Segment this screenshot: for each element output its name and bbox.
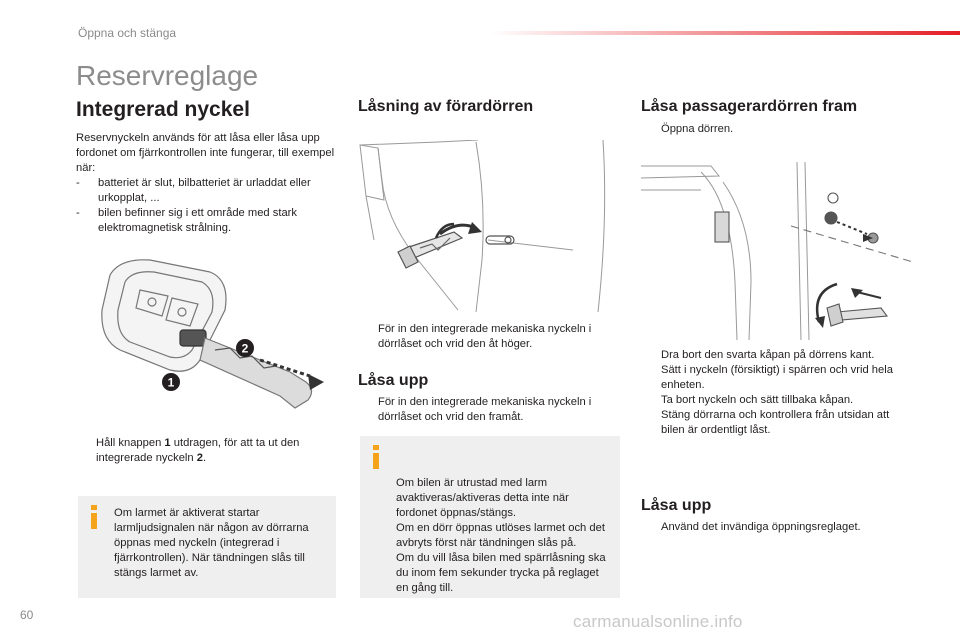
list-item-text: batteriet är slut, bilbatteriet är urladdat eller urkopplat, ... xyxy=(98,177,311,204)
step-marker xyxy=(76,436,96,466)
step-marker xyxy=(641,348,661,363)
step-marker xyxy=(641,363,661,393)
list-item xyxy=(76,176,338,206)
passenger-door-illustration xyxy=(641,162,913,340)
list-item: Sätt i nyckeln (försiktigt) i spärren och vrid hela enheten. xyxy=(641,363,913,393)
heading-unlock-passenger: Låsa upp xyxy=(641,497,712,514)
step-marker xyxy=(641,520,661,535)
dash-marker: - xyxy=(76,177,80,189)
step-marker xyxy=(641,408,661,438)
list-item-text: bilen befinner sig i ett område med stark elektromagnetisk strålning. xyxy=(98,207,297,234)
heading-unlock-driver: Låsa upp xyxy=(358,372,429,389)
list-item: Stäng dörrarna och kontrollera från utsidan att bilen är ordentligt låst. xyxy=(641,408,913,438)
intro-text xyxy=(76,131,338,236)
key-ref-2: 2 xyxy=(196,452,203,464)
step-remove-key: Håll knappen 1 utdragen, för att ta ut den integrerade nyckeln 2. xyxy=(76,436,338,466)
heading-lock-passenger-door: Låsa passagerardörren fram xyxy=(641,98,858,115)
heading-lock-driver-door: Låsning av förardörren xyxy=(358,98,534,115)
step-unlock-driver: För in den integrerade mekaniska nyckeln i dörrlåset och vrid den framåt. xyxy=(358,395,620,425)
step-marker xyxy=(358,322,378,352)
info-box-deadlock xyxy=(360,436,620,598)
intro-paragraph: Reservnyckeln används för att låsa eller låsa upp fordonet om fjärrkontrollen inte fungerar, till exempel när: xyxy=(76,132,335,174)
passenger-steps-list xyxy=(641,348,913,438)
key-fob-illustration xyxy=(80,250,335,428)
step-open-door: Öppna dörren. xyxy=(641,122,903,137)
info-box-alarm xyxy=(78,496,336,598)
callout-1-label: 1 xyxy=(167,375,175,390)
page-title: Reservreglage xyxy=(76,60,259,91)
button-ref-1: 1 xyxy=(164,437,171,449)
driver-door-illustration xyxy=(358,140,620,315)
header-accent-rule xyxy=(490,31,960,35)
heading-integrated-key: Integrerad nyckel xyxy=(76,98,250,121)
callout-2-label: 2 xyxy=(241,341,249,356)
step-unlock-passenger: Använd det invändiga öppningsreglaget. xyxy=(641,520,913,535)
info-icon xyxy=(88,505,100,529)
step-marker xyxy=(641,122,661,137)
list-item: Dra bort den svarta kåpan på dörrens kant. xyxy=(641,348,913,363)
info-text: Om bilen är utrustad med larm avaktiveras/aktiveras detta inte när fordonet öppnas/stängs. Om en dörr öppnas utlöses larmet och det avbryts först när tändningen slås på. Om du vill låsa bilen med spärrlåsning ska du inom fem sekunder trycka på reglaget en gång till. xyxy=(396,477,606,594)
dash-marker: - xyxy=(76,207,80,219)
step-marker xyxy=(358,395,378,425)
info-text: Om larmet är aktiverat startar larmljudsignalen när någon av dörrarna öppnas med nyckeln (integrerad i fjärrkontrollen). När tändningen slås till stängs larmet av. xyxy=(114,507,309,579)
section-label: Öppna och stänga xyxy=(78,26,177,40)
list-item xyxy=(76,206,338,236)
step-marker xyxy=(641,393,661,408)
page-number: 60 xyxy=(20,608,34,622)
step-lock-driver: För in den integrerade mekaniska nyckeln i dörrlåset och vrid den åt höger. xyxy=(358,322,620,352)
list-item: Ta bort nyckeln och sätt tillbaka kåpan. xyxy=(641,393,913,408)
info-icon xyxy=(370,445,382,469)
watermark: carmanualsonline.info xyxy=(573,612,743,631)
